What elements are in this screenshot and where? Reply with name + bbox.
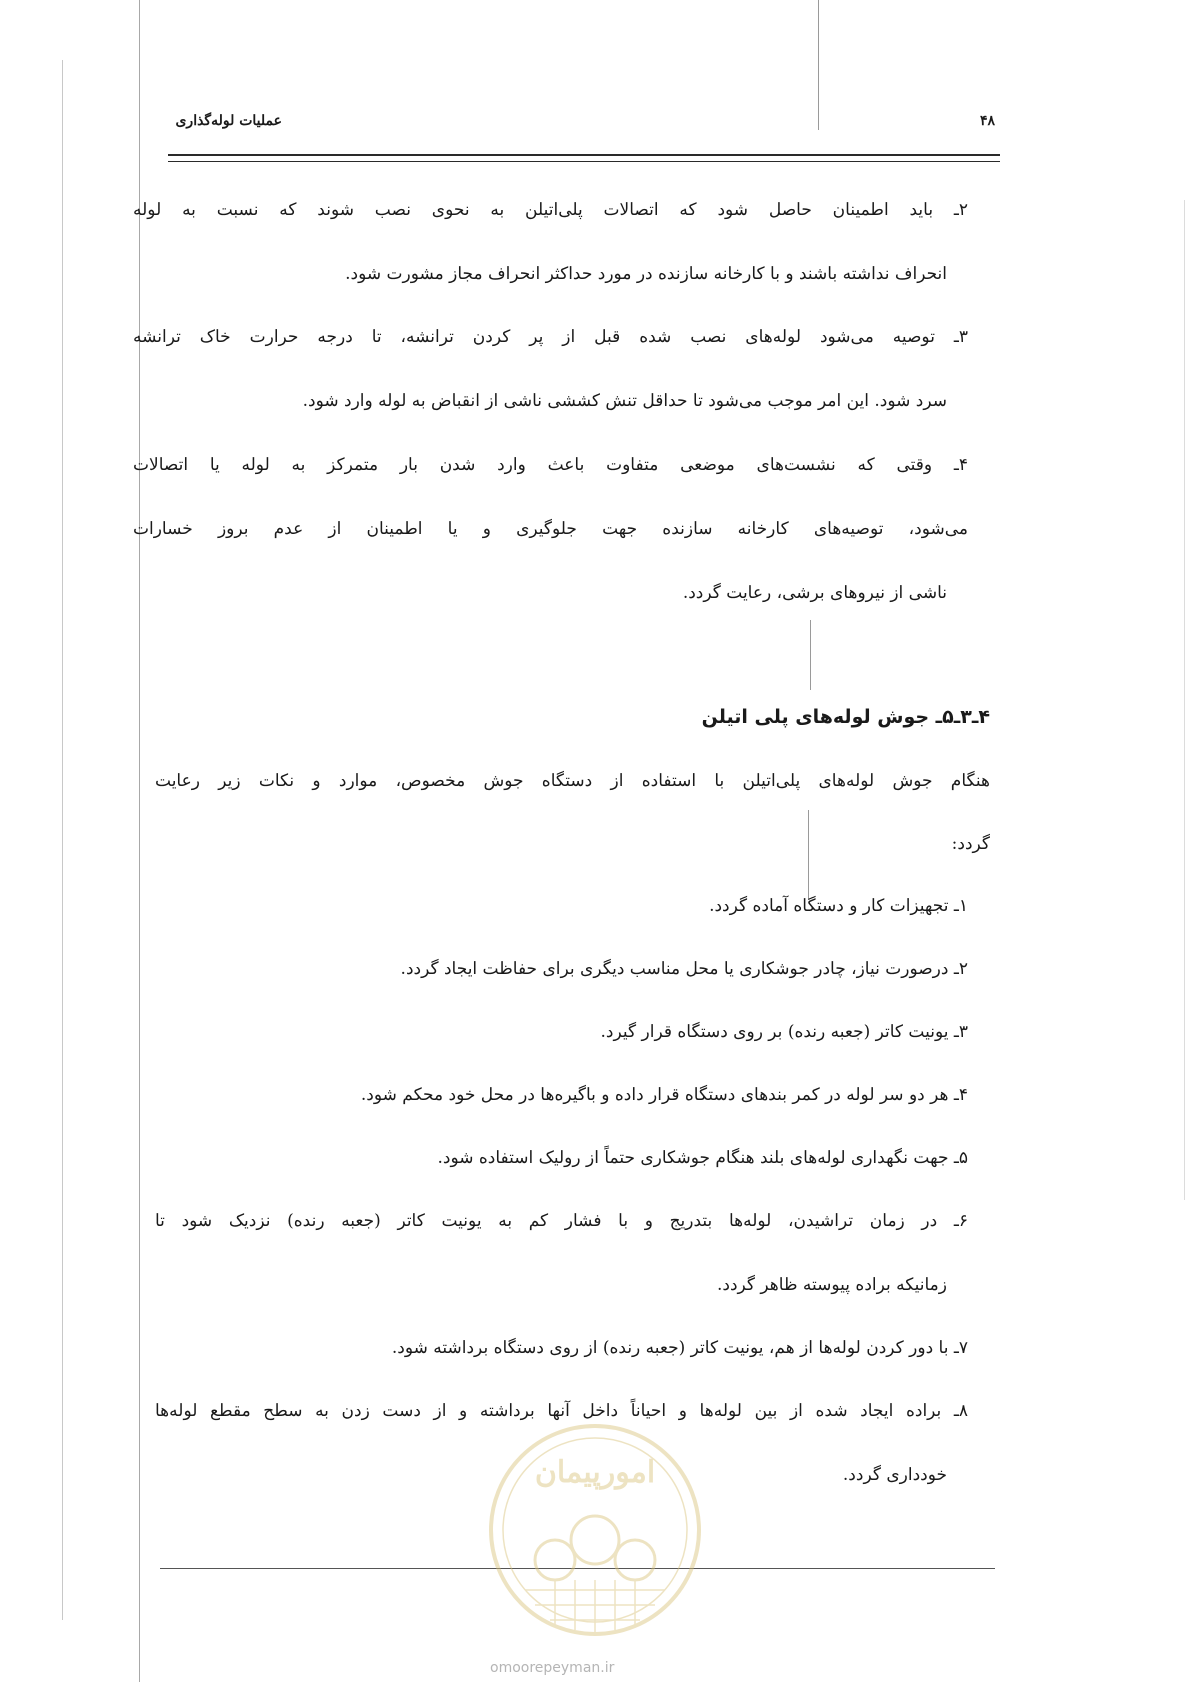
paragraph-4-line-3: ناشی از نیروهای برشی، رعایت گردد. xyxy=(682,583,947,603)
watermark-url: omoorepeyman.ir xyxy=(490,1660,615,1676)
header-rule-thin xyxy=(168,161,1000,162)
paragraph-3-line-2: سرد شود. این امر موجب می‌شود تا حداقل تنش کششی ناشی از انقباض به لوله وارد شود. xyxy=(302,391,947,411)
watermark-brand-text: امورپیمان xyxy=(534,1455,656,1490)
list-item-5: ۵ـ جهت نگهداری لوله‌های بلند هنگام جوشکاری حتماً از رولیک استفاده شود. xyxy=(437,1148,968,1168)
list-item-8-line-1: ۸ـ براده ایجاد شده از بین لوله‌ها و احیاناً داخل آنها برداشته و از دست زدن به سطح مقطع لوله‌ها xyxy=(155,1401,968,1421)
scan-line-mid2 xyxy=(808,810,809,900)
watermark-logo xyxy=(485,1420,705,1640)
intro-line-2: گردد: xyxy=(951,834,990,854)
list-item-1: ۱ـ تجهیزات کار و دستگاه آماده گردد. xyxy=(709,896,968,916)
list-item-3: ۳ـ یونیت کاتر (جعبه رنده) بر روی دستگاه قرار گیرد. xyxy=(600,1022,968,1042)
section-heading: ۴ـ۳ـ۵ـ جوش لوله‌های پلی اتیلن xyxy=(701,706,990,728)
list-item-6-line-1: ۶ـ در زمان تراشیدن، لوله‌ها بتدریج و با فشار کم به یونیت کاتر (جعبه رنده) نزدیک شود تا xyxy=(155,1211,968,1231)
list-item-8-line-2: خودداری گردد. xyxy=(842,1465,947,1485)
scan-line-right xyxy=(1184,200,1185,1200)
scan-line-margin xyxy=(139,0,140,1682)
scan-line-mid xyxy=(810,620,811,690)
paragraph-2-line-2: انحراف نداشته باشند و با کارخانه سازنده در مورد حداکثر انحراف مجاز مشورت شود. xyxy=(345,264,947,284)
paragraph-3-line-1: ۳ـ توصیه می‌شود لوله‌های نصب شده قبل از پر کردن ترانشه، تا درجه حرارت خاک ترانشه xyxy=(133,327,968,347)
paragraph-4-line-1: ۴ـ وقتی که نشست‌های موضعی متفاوت باعث وارد شدن بار متمرکز به لوله یا اتصالات xyxy=(133,455,968,475)
paragraph-4-line-2: می‌شود، توصیه‌های کارخانه سازنده جهت جلوگیری و یا اطمینان از عدم بروز خسارات xyxy=(133,519,968,539)
running-header-title: عملیات لوله‌گذاری xyxy=(175,113,282,129)
intro-line-1: هنگام جوش لوله‌های پلی‌اتیلن با استفاده از دستگاه جوش مخصوص، موارد و نکات زیر رعایت xyxy=(155,771,990,791)
paragraph-2-line-1: ۲ـ باید اطمینان حاصل شود که اتصالات پلی‌اتیلن به نحوی نصب شوند که نسبت به لوله xyxy=(133,200,968,220)
list-item-2: ۲ـ درصورت نیاز، چادر جوشکاری یا محل مناسب دیگری برای حفاظت ایجاد گردد. xyxy=(400,959,968,979)
scan-line-left xyxy=(62,60,63,1620)
list-item-7: ۷ـ با دور کردن لوله‌ها از هم، یونیت کاتر (جعبه رنده) از روی دستگاه برداشته شود. xyxy=(391,1338,968,1358)
list-item-4: ۴ـ هر دو سر لوله در کمر بندهای دستگاه قرار داده و باگیره‌ها در محل خود محکم شود. xyxy=(360,1085,968,1105)
header-rule-thick xyxy=(168,154,1000,156)
scan-line-top xyxy=(818,0,819,130)
page-number: ۴۸ xyxy=(980,113,996,129)
list-item-6-line-2: زمانیکه براده پیوسته ظاهر گردد. xyxy=(717,1275,947,1295)
